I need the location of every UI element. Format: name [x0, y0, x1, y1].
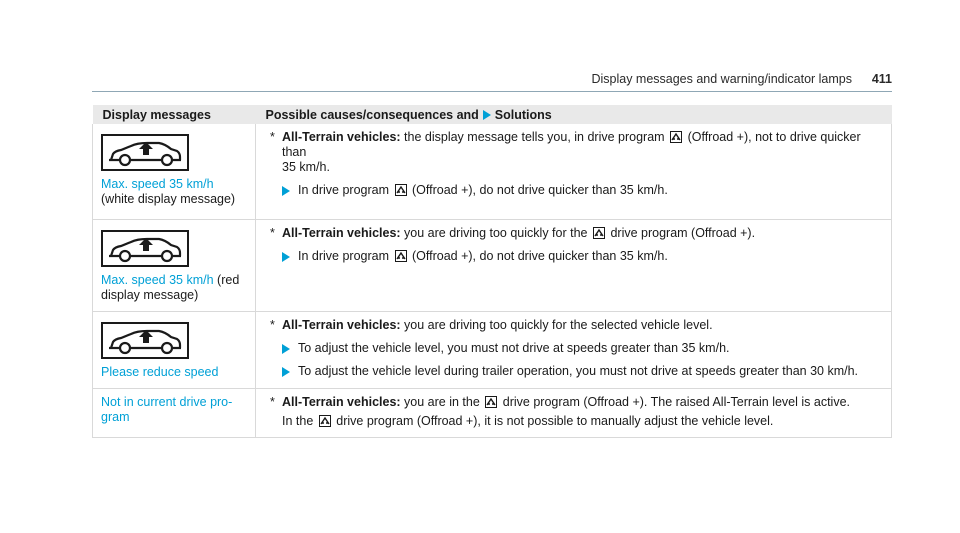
display-message-text: Max. speed 35 km/h	[101, 273, 214, 287]
solution-text: In drive program	[298, 183, 390, 197]
page-number: 411	[871, 72, 892, 86]
header-title: Display messages and warning/indicator lamps	[591, 72, 852, 86]
cause-text: drive program (Offroad +), it is not possible to manually adjust the vehicle level.	[336, 414, 774, 428]
offroad-mode-icon	[485, 396, 497, 408]
solution-item	[282, 249, 883, 264]
cause-text: you are driving too quickly for the selected vehicle level.	[404, 318, 713, 332]
cause-text: you are in the	[404, 395, 480, 409]
solution-text: (Offroad +), do not drive quicker than 35 km/h.	[411, 249, 668, 263]
offroad-mode-icon	[395, 250, 407, 262]
message-cell	[93, 389, 256, 438]
cause-text: 35 km/h.	[282, 160, 330, 174]
cause-cell	[256, 312, 892, 389]
solution-arrow-icon	[282, 252, 290, 262]
cause-cell	[256, 124, 892, 220]
cause-cell	[256, 220, 892, 312]
offroad-mode-icon	[395, 184, 407, 196]
col-header-causes-solutions	[256, 105, 892, 124]
cause-label: All-Terrain vehicles:	[282, 130, 401, 144]
cause-cell	[256, 389, 892, 438]
message-cell	[93, 312, 256, 389]
display-message-text: Max. speed 35 km/h	[101, 177, 214, 191]
footnote-star: *	[270, 318, 275, 332]
table-row	[93, 389, 892, 438]
cause-text: the display message tells you, in drive program	[404, 130, 665, 144]
cause-text: (Offroad +), not to drive quicker than	[282, 130, 861, 159]
cause-label: All-Terrain vehicles:	[282, 226, 401, 240]
solution-text: To adjust the vehicle level during trailer operation, you must not drive at speeds greater than 30 km/h.	[298, 364, 859, 378]
display-messages-table	[92, 105, 892, 438]
cause-text: drive program (Offroad +). The raised All-Terrain level is active.	[502, 395, 851, 409]
footnote-star: *	[270, 130, 275, 144]
page-header	[92, 72, 892, 88]
display-message-text: Please reduce speed	[101, 365, 219, 379]
col-header-suffix: Solutions	[494, 107, 552, 122]
display-message-text	[101, 395, 247, 425]
display-message-line: Not in current drive pro-	[101, 395, 233, 409]
offroad-mode-icon	[319, 415, 331, 427]
offroad-mode-icon	[670, 131, 682, 143]
solution-item	[282, 341, 883, 356]
car-lift-icon	[101, 134, 189, 171]
cause-text: In the	[282, 414, 314, 428]
solution-text: To adjust the vehicle level, you must not drive at speeds greater than 35 km/h.	[298, 341, 730, 355]
solution-arrow-icon	[483, 110, 491, 120]
col-header-prefix: Possible causes/consequences and	[265, 107, 479, 122]
car-lift-icon	[101, 322, 189, 359]
display-message-note: (white display message)	[101, 192, 236, 206]
solution-item	[282, 183, 883, 198]
table-header-row	[93, 105, 892, 124]
table-row	[93, 312, 892, 389]
solution-arrow-icon	[282, 367, 290, 377]
col-header-display-messages: Display messages	[93, 105, 256, 124]
offroad-mode-icon	[593, 227, 605, 239]
solution-arrow-icon	[282, 344, 290, 354]
cause-label: All-Terrain vehicles:	[282, 318, 401, 332]
message-cell	[93, 124, 256, 220]
solution-text: (Offroad +), do not drive quicker than 35 km/h.	[411, 183, 668, 197]
solution-text: In drive program	[298, 249, 390, 263]
cause-continuation	[270, 414, 883, 429]
table-row	[93, 220, 892, 312]
footnote-star: *	[270, 395, 275, 409]
car-lift-icon	[101, 230, 189, 267]
table-row	[93, 124, 892, 220]
cause-text: drive program (Offroad +).	[610, 226, 756, 240]
solution-item	[282, 364, 883, 379]
cause-text: you are driving too quickly for the	[404, 226, 588, 240]
display-message-line: gram	[101, 410, 130, 424]
display-message-note: (red display message)	[101, 273, 240, 302]
footnote-star: *	[270, 226, 275, 240]
cause-label: All-Terrain vehicles:	[282, 395, 401, 409]
message-cell	[93, 220, 256, 312]
solution-arrow-icon	[282, 186, 290, 196]
header-divider	[92, 91, 892, 92]
